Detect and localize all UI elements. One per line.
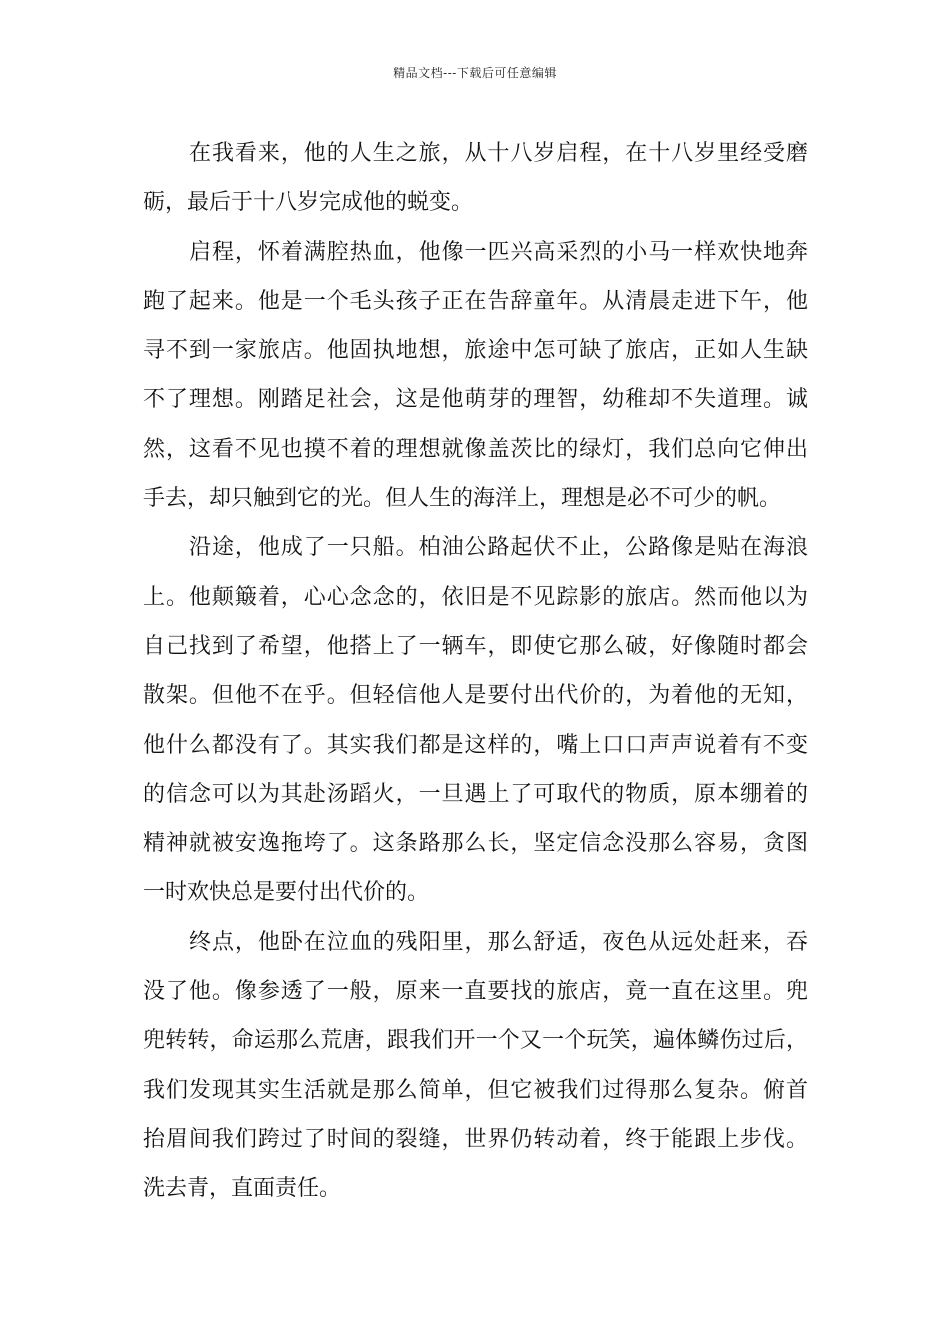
- text-line: 手去，却只触到它的光。但人生的海洋上，理想是必不可少的帆。: [143, 486, 782, 512]
- text-line: 寻不到一家旅店。他固执地想，旅途中怎可缺了旅店，正如人生缺: [143, 338, 808, 364]
- text-line: 没了他。像参透了一般，原来一直要找的旅店，竟一直在这里。兜: [143, 979, 808, 1005]
- text-line: 沿途，他成了一只船。柏油公路起伏不止，公路像是贴在海浪: [189, 535, 808, 561]
- article-body: [143, 129, 808, 1214]
- text-line: 精神就被安逸拖垮了。这条路那么长，坚定信念没那么容易，贪图: [143, 831, 808, 857]
- text-line: 启程，怀着满腔热血，他像一匹兴高采烈的小马一样欢快地奔: [189, 239, 808, 265]
- text-line: 然，这看不见也摸不着的理想就像盖茨比的绿灯，我们总向它伸出: [143, 436, 808, 462]
- text-line: 兜转转，命运那么荒唐，跟我们开一个又一个玩笑，遍体鳞伤过后，: [143, 1028, 808, 1054]
- page-header: 精品文档---下载后可任意编辑: [393, 66, 557, 80]
- text-line: 不了理想。刚踏足社会，这是他萌芽的理智，幼稚却不失道理。诚: [143, 387, 808, 413]
- paragraph-2: [143, 228, 808, 524]
- paragraph-4: [143, 918, 808, 1214]
- text-line: 终点，他卧在泣血的残阳里，那么舒适，夜色从远处赶来，吞: [189, 929, 808, 955]
- text-line: 砺，最后于十八岁完成他的蜕变。: [143, 190, 474, 216]
- text-line: 散架。但他不在乎。但轻信他人是要付出代价的，为着他的无知，: [143, 683, 808, 709]
- text-line: 他什么都没有了。其实我们都是这样的，嘴上口口声声说着有不变: [143, 732, 808, 758]
- text-line: 在我看来，他的人生之旅，从十八岁启程，在十八岁里经受磨: [189, 141, 808, 166]
- paragraph-1: [143, 129, 808, 228]
- paragraph-3: [143, 523, 808, 917]
- text-line: 一时欢快总是要付出代价的。: [143, 880, 430, 906]
- text-line: 跑了起来。他是一个毛头孩子正在告辞童年。从清晨走进下午，他: [143, 288, 808, 314]
- text-line: 抬眉间我们跨过了时间的裂缝，世界仍转动着，终于能跟上步伐。: [143, 1126, 808, 1152]
- text-line: 洗去青，直面责任。: [143, 1176, 342, 1202]
- text-line: 上。他颠簸着，心心念念的，依旧是不见踪影的旅店。然而他以为: [143, 584, 808, 610]
- text-line: 自己找到了希望，他搭上了一辆车，即使它那么破，好像随时都会: [143, 633, 808, 659]
- text-line: 的信念可以为其赴汤蹈火，一旦遇上了可取代的物质，原本绷着的: [143, 781, 808, 807]
- text-line: 我们发现其实生活就是那么简单，但它被我们过得那么复杂。俯首: [143, 1077, 808, 1103]
